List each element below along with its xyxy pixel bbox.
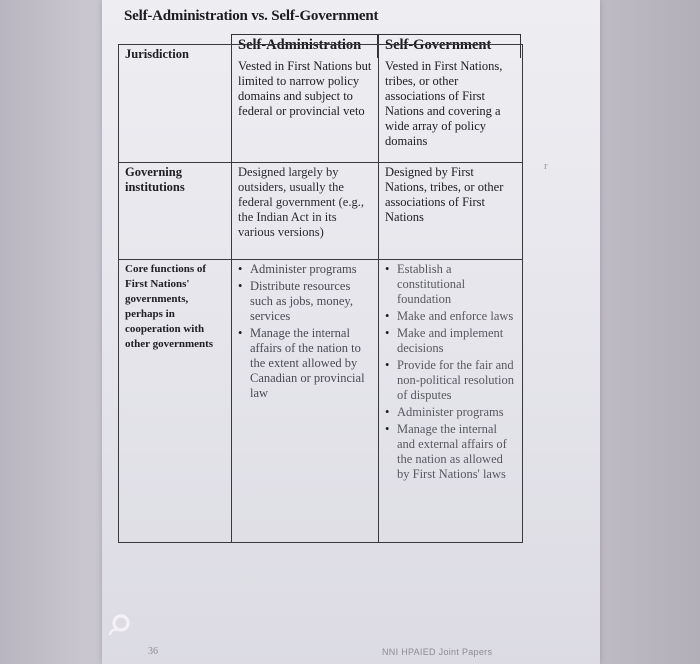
row-label-jurisdiction: Jurisdiction <box>119 45 232 163</box>
list-item: • Provide for the fair and non-political resolution of disputes <box>385 358 517 403</box>
table-row <box>119 45 523 163</box>
margin-mark: r <box>544 160 548 172</box>
cell-self-government: Designed by First Nations, tribes, or other associations of First Nations <box>379 163 523 260</box>
bullet-list <box>385 262 517 482</box>
list-item: • Administer programs <box>238 262 373 277</box>
list-item: • Distribute resources such as jobs, money, services <box>238 279 373 324</box>
list-item: • Establish a constitutional foundation <box>385 262 517 307</box>
bullet-list <box>238 262 373 401</box>
list-item: • Make and implement decisions <box>385 326 517 356</box>
list-item: • Administer programs <box>385 405 517 420</box>
table-row <box>119 163 523 260</box>
cell-self-government: Vested in First Nations, tribes, or other associations of First Nations and covering a wide array of policy domains <box>379 45 523 163</box>
list-item: • Make and enforce laws <box>385 309 517 324</box>
footer-text: NNI HPAIED Joint Papers <box>382 647 493 657</box>
cell-self-administration: Vested in First Nations but limited to narrow policy domains and subject to federal or provincial veto <box>232 45 379 163</box>
cell-self-government <box>379 260 523 543</box>
cell-self-administration: Designed largely by outsiders, usually the federal government (e.g., the Indian Act in its various versions) <box>232 163 379 260</box>
table-row <box>119 260 523 543</box>
column-header-self-government: Self-Government <box>378 34 521 58</box>
ring-logo-icon <box>104 610 134 640</box>
row-label-governing-institutions: Governing institutions <box>119 163 232 260</box>
list-item: • Manage the internal and external affairs of the nation as allowed by First Nations' laws <box>385 422 517 482</box>
comparison-table <box>118 44 523 543</box>
row-label-core-functions: Core functions of First Nations' governments, perhaps in cooperation with other governments <box>119 260 232 543</box>
page-title: Self-Administration vs. Self-Government <box>124 8 379 24</box>
column-header-self-administration: Self-Administration <box>231 34 378 58</box>
cell-self-administration <box>232 260 379 543</box>
list-item: • Manage the internal affairs of the nation to the extent allowed by Canadian or provincial law <box>238 326 373 401</box>
page-number: 36 <box>148 646 158 657</box>
